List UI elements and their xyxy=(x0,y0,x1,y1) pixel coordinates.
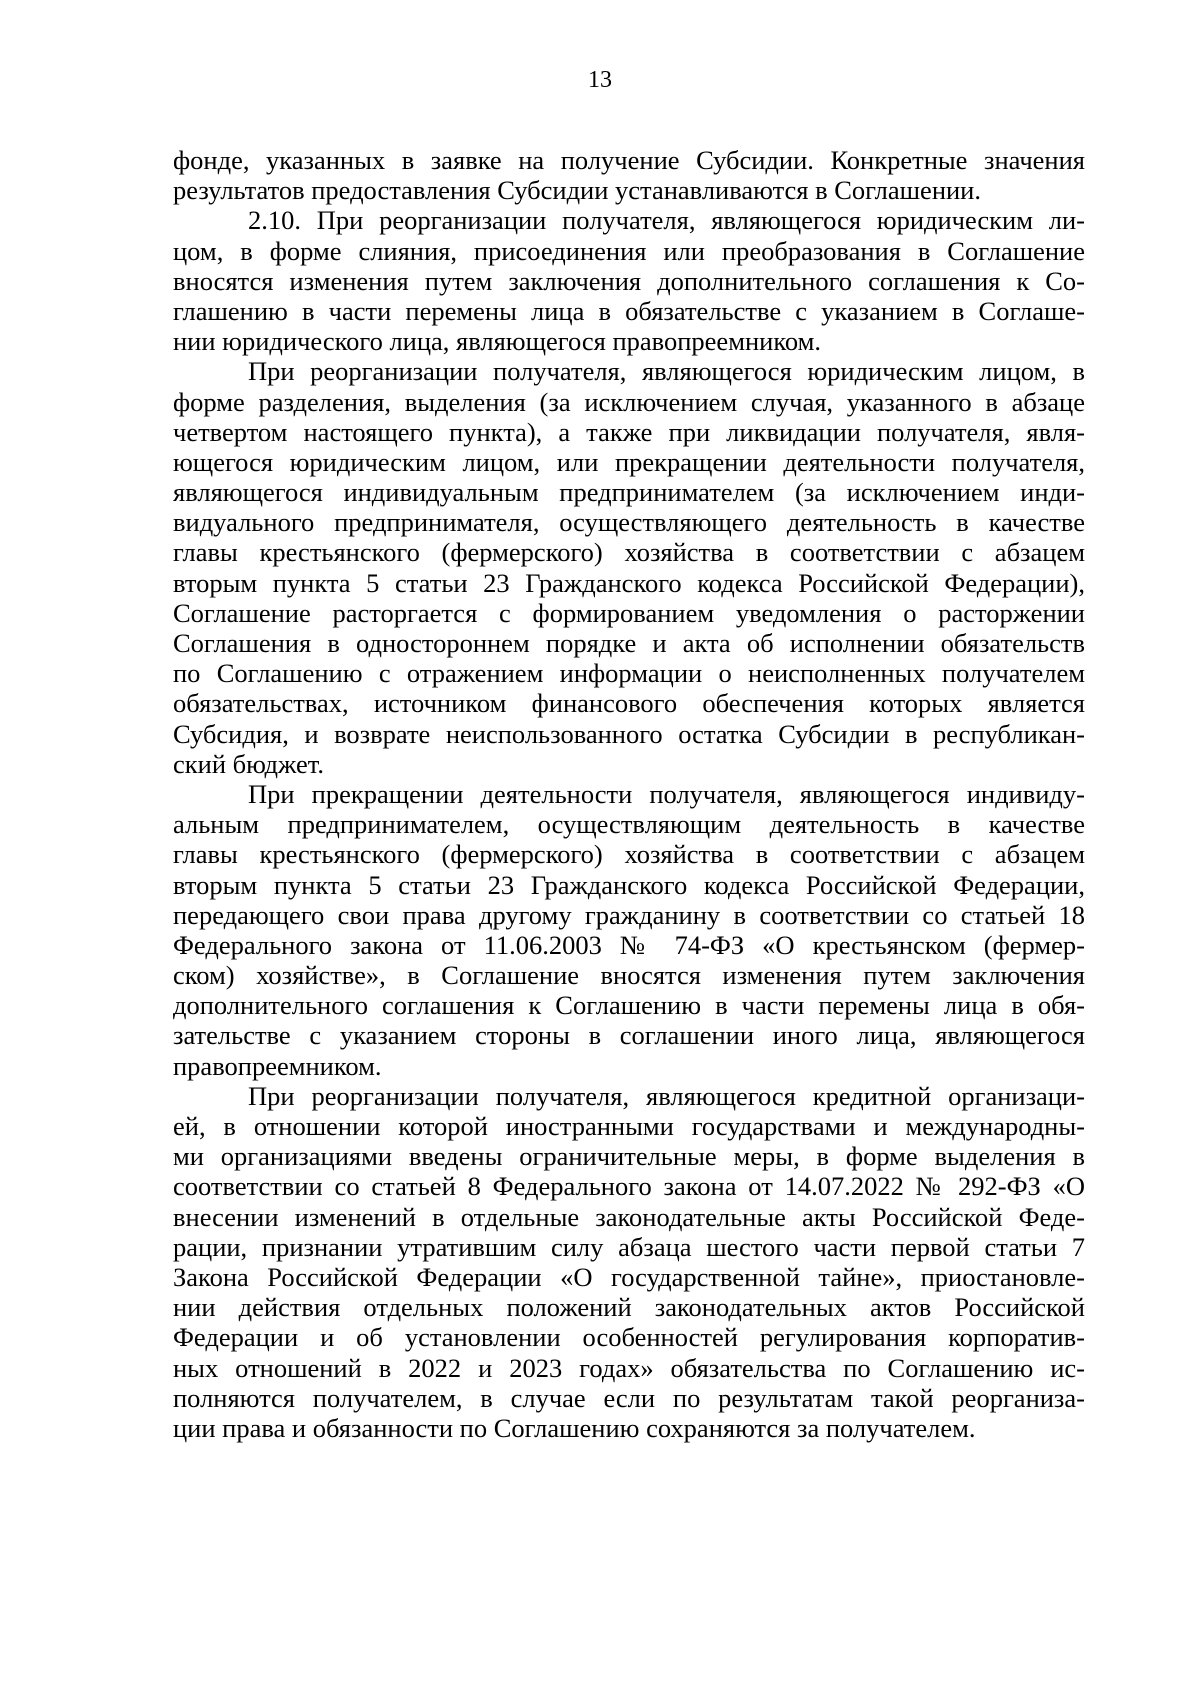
text-line: полняются получателем, в случае если по результатам такой реорганиза- xyxy=(173,1382,1085,1413)
text-line: передающего свои права другому гражданину в соответствии со статьей 18 xyxy=(173,899,1085,930)
text-line: При реорганизации получателя, являющегося кредитной организаци- xyxy=(248,1080,1085,1111)
text-line: При прекращении деятельности получателя, являющегося индивиду- xyxy=(248,778,1085,809)
text-line: 2.10. При реорганизации получателя, являющегося юридическим ли- xyxy=(248,205,1085,236)
text-line: обязательствах, источником финансового обеспечения которых является xyxy=(173,688,1085,719)
text-line: форме разделения, выделения (за исключением случая, указанного в абзаце xyxy=(173,386,1085,417)
text-line: результатов предоставления Субсидии устанавливаются в Соглашении. xyxy=(173,175,981,206)
paragraph xyxy=(173,356,1085,779)
text-line: При реорганизации получателя, являющегося юридическим лицом, в xyxy=(248,356,1085,387)
text-line: главы крестьянского (фермерского) хозяйства в соответствии с абзацем xyxy=(173,839,1085,870)
paragraph xyxy=(173,205,1085,356)
text-line: соответствии со статьей 8 Федерального закона от 14.07.2022 № 292-ФЗ «О xyxy=(173,1171,1085,1202)
text-line: четвертом настоящего пункта), а также при ликвидации получателя, явля- xyxy=(173,416,1085,447)
text-line: Субсидия, и возврате неиспользованного остатка Субсидии в республикан- xyxy=(173,718,1085,749)
text-line: Соглашения в одностороннем порядке и акта об исполнении обязательств xyxy=(173,628,1085,658)
text-line: внесении изменений в отдельные законодательные акты Российской Феде- xyxy=(173,1201,1085,1232)
text-line: вносятся изменения путем заключения дополнительного соглашения к Со- xyxy=(173,265,1085,296)
page-number: 13 xyxy=(588,67,612,93)
text-line: вторым пункта 5 статьи 23 Гражданского кодекса Российской Федерации, xyxy=(173,869,1085,900)
paragraph xyxy=(173,145,1085,205)
text-line: глашению в части перемены лица в обязательстве с указанием в Соглаше- xyxy=(173,295,1085,326)
text-line: Соглашение расторгается с формированием уведомления о расторжении xyxy=(173,597,1085,628)
text-line: Закона Российской Федерации «О государственной тайне», приостановле- xyxy=(173,1261,1085,1292)
text-line: дополнительного соглашения к Соглашению в части перемены лица в обя- xyxy=(173,990,1085,1021)
text-line: ском) хозяйстве», в Соглашение вносятся изменения путем заключения xyxy=(173,960,1085,991)
text-line: ных отношений в 2022 и 2023 годах» обязательства по Соглашению ис- xyxy=(173,1352,1085,1383)
text-line: ей, в отношении которой иностранными государствами и международны- xyxy=(173,1111,1085,1141)
paragraph xyxy=(173,779,1085,1081)
text-line: рации, признании утратившим силу абзаца шестого части первой статьи 7 xyxy=(173,1231,1085,1262)
text-line: видуального предпринимателя, осуществляющего деятельность в качестве xyxy=(173,507,1085,538)
paragraph xyxy=(173,1081,1085,1443)
text-line: нии действия отдельных положений законодательных актов Российской xyxy=(173,1292,1085,1323)
text-line: ющегося юридическим лицом, или прекращении деятельности получателя, xyxy=(173,446,1085,477)
text-line: цом, в форме слияния, присоединения или преобразования в Соглашение xyxy=(173,235,1085,266)
text-line: фонде, указанных в заявке на получение Субсидии. Конкретные значения xyxy=(173,145,1085,175)
text-line: являющегося индивидуальным предпринимателем (за исключением инди- xyxy=(173,477,1085,508)
text-line: нии юридического лица, являющегося правопреемником. xyxy=(173,326,821,357)
text-line: ции права и обязанности по Соглашению сохраняются за получателем. xyxy=(173,1412,976,1443)
text-line: зательстве с указанием стороны в соглашении иного лица, являющегося xyxy=(173,1020,1085,1051)
text-line: вторым пункта 5 статьи 23 Гражданского кодекса Российской Федерации), xyxy=(173,567,1085,598)
text-line: правопреемником. xyxy=(173,1050,382,1081)
text-line: ский бюджет. xyxy=(173,748,324,779)
document-body xyxy=(173,145,1085,1443)
text-line: Федерального закона от 11.06.2003 № 74-ФЗ «О крестьянском (фермер- xyxy=(173,929,1085,960)
text-line: альным предпринимателем, осуществляющим деятельность в качестве xyxy=(173,809,1085,840)
text-line: главы крестьянского (фермерского) хозяйства в соответствии с абзацем xyxy=(173,537,1085,568)
text-line: ми организациями введены ограничительные меры, в форме выделения в xyxy=(173,1141,1085,1172)
text-line: по Соглашению с отражением информации о неисполненных получателем xyxy=(173,658,1085,689)
text-line: Федерации и об установлении особенностей регулирования корпоратив- xyxy=(173,1322,1085,1353)
